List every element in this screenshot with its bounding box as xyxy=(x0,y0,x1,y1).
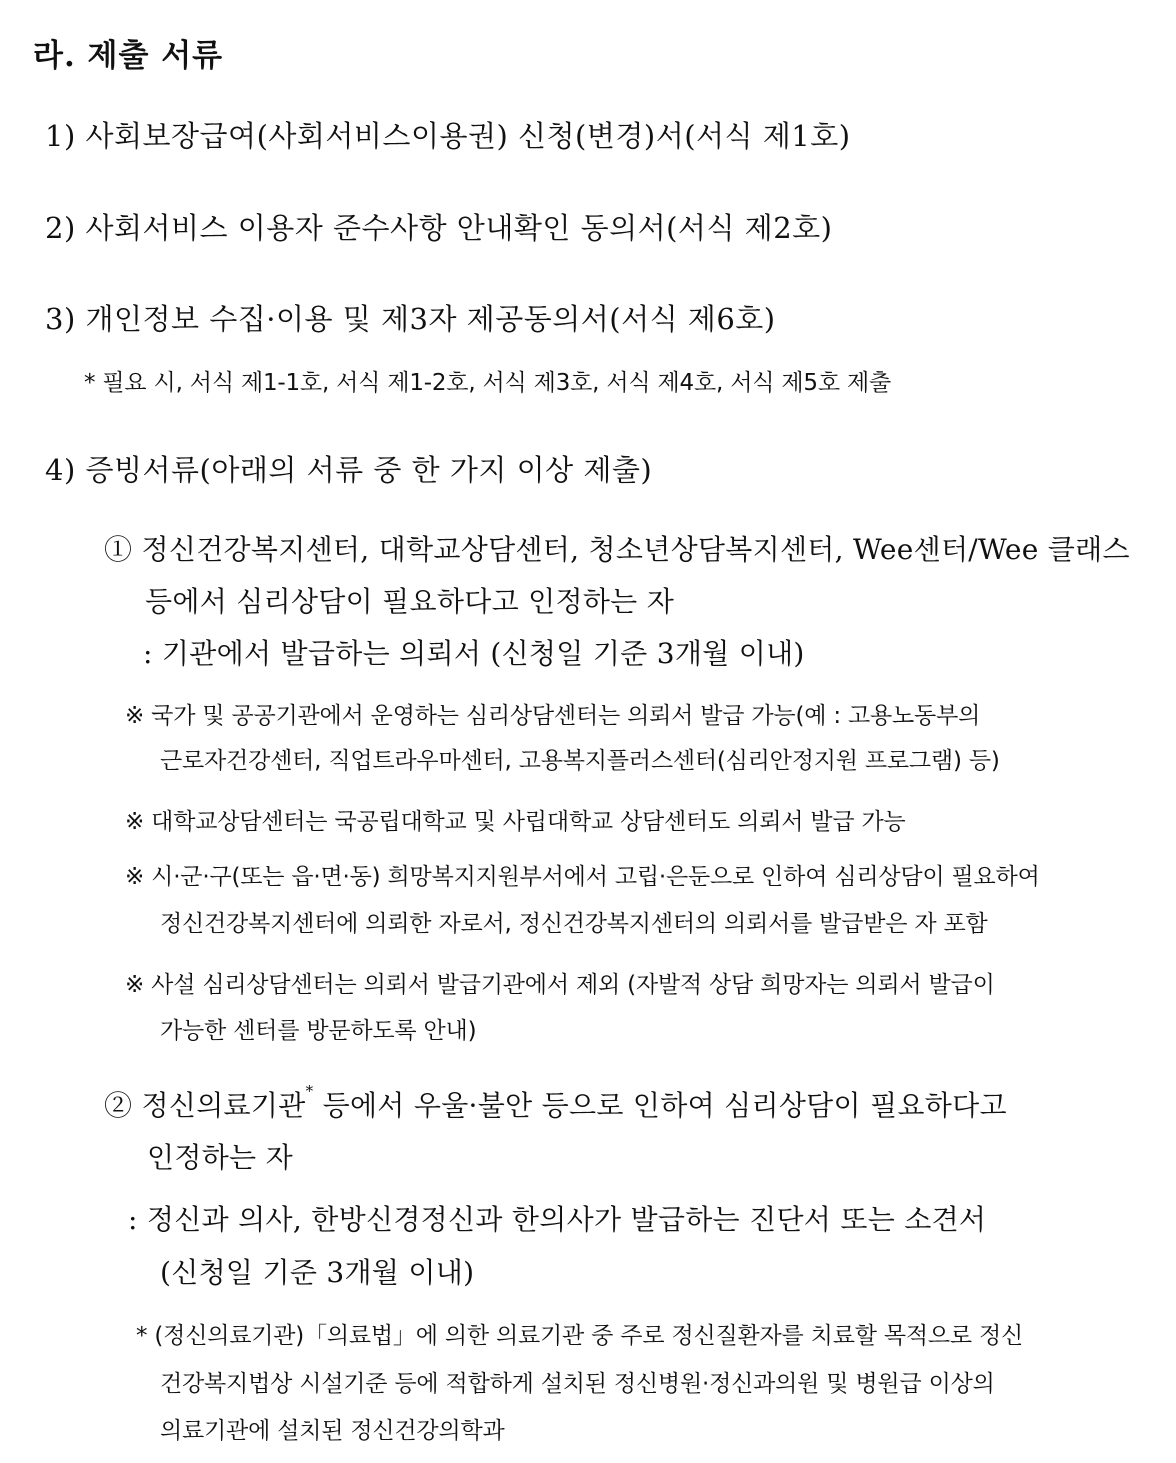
sub-item-1-line-2: 등에서 심리상담이 필요하다고 인정하는 자 xyxy=(145,585,675,618)
sub-item-1-note-3-line-1: ※ 시·군·구(또는 읍·면·동) 희망복지지원부서에서 고립·은둔으로 인하여 심리상담이 필요하여 xyxy=(125,864,1040,890)
item-1: 1) 사회보장급여(사회서비스이용권) 신청(변경)서(서식 제1호) xyxy=(45,119,851,153)
sub-item-2-line-3: : 정신과 의사, 한방신경정신과 한의사가 발급하는 진단서 또는 소견서 xyxy=(128,1203,987,1236)
footnote-line-2: 건강복지법상 시설기준 등에 적합하게 설치된 정신병원·정신과의원 및 병원급 이상의 xyxy=(160,1371,995,1397)
item-3-note: * 필요 시, 서식 제1-1호, 서식 제1-2호, 서식 제3호, 서식 제4호, 서식 제5호 제출 xyxy=(84,370,891,396)
item-4: 4) 증빙서류(아래의 서류 중 한 가지 이상 제출) xyxy=(45,453,653,487)
sub-item-2-line-2: 인정하는 자 xyxy=(147,1141,293,1174)
sub-item-2-line-4: (신청일 기준 3개월 이내) xyxy=(160,1256,475,1289)
sub-item-1-note-4-line-2: 가능한 센터를 방문하도록 안내) xyxy=(160,1018,477,1044)
sub-item-1-note-2: ※ 대학교상담센터는 국공립대학교 및 사립대학교 상담센터도 의뢰서 발급 가능 xyxy=(125,809,906,835)
sub-item-1-note-1-line-2: 근로자건강센터, 직업트라우마센터, 고용복지플러스센터(심리안정지원 프로그램) 등) xyxy=(160,748,1000,774)
sub-item-2-line-1-start: ② 정신의료기관 xyxy=(104,1089,306,1122)
item-2: 2) 사회서비스 이용자 준수사항 안내확인 동의서(서식 제2호) xyxy=(45,211,833,245)
sub-item-1-note-1-line-1: ※ 국가 및 공공기관에서 운영하는 심리상담센터는 의뢰서 발급 가능(예 : 고용노동부의 xyxy=(125,703,981,729)
sub-item-1-line-1: ① 정신건강복지센터, 대학교상담센터, 청소년상담복지센터, Wee센터/Wee 클래스 xyxy=(104,533,1130,566)
sub-item-1-note-3-line-2: 정신건강복지센터에 의뢰한 자로서, 정신건강복지센터의 의뢰서를 발급받은 자 포함 xyxy=(160,911,988,937)
sub-item-2-line-1-end: 등에서 우울·불안 등으로 인하여 심리상담이 필요하다고 xyxy=(313,1089,1007,1122)
footnote-marker: * xyxy=(305,1082,314,1100)
sub-item-2-line-1 xyxy=(104,1084,1007,1124)
sub-item-1-line-3: : 기관에서 발급하는 의뢰서 (신청일 기준 3개월 이내) xyxy=(143,637,805,670)
item-3: 3) 개인정보 수집·이용 및 제3자 제공동의서(서식 제6호) xyxy=(45,302,776,336)
section-heading: 라. 제출 서류 xyxy=(33,38,224,74)
footnote-line-3: 의료기관에 설치된 정신건강의학과 xyxy=(160,1418,505,1444)
footnote-line-1: * (정신의료기관)「의료법」에 의한 의료기관 중 주로 정신질환자를 치료할 목적으로 정신 xyxy=(136,1323,1024,1349)
sub-item-1-note-4-line-1: ※ 사설 심리상담센터는 의뢰서 발급기관에서 제외 (자발적 상담 희망자는 의뢰서 발급이 xyxy=(125,972,995,998)
